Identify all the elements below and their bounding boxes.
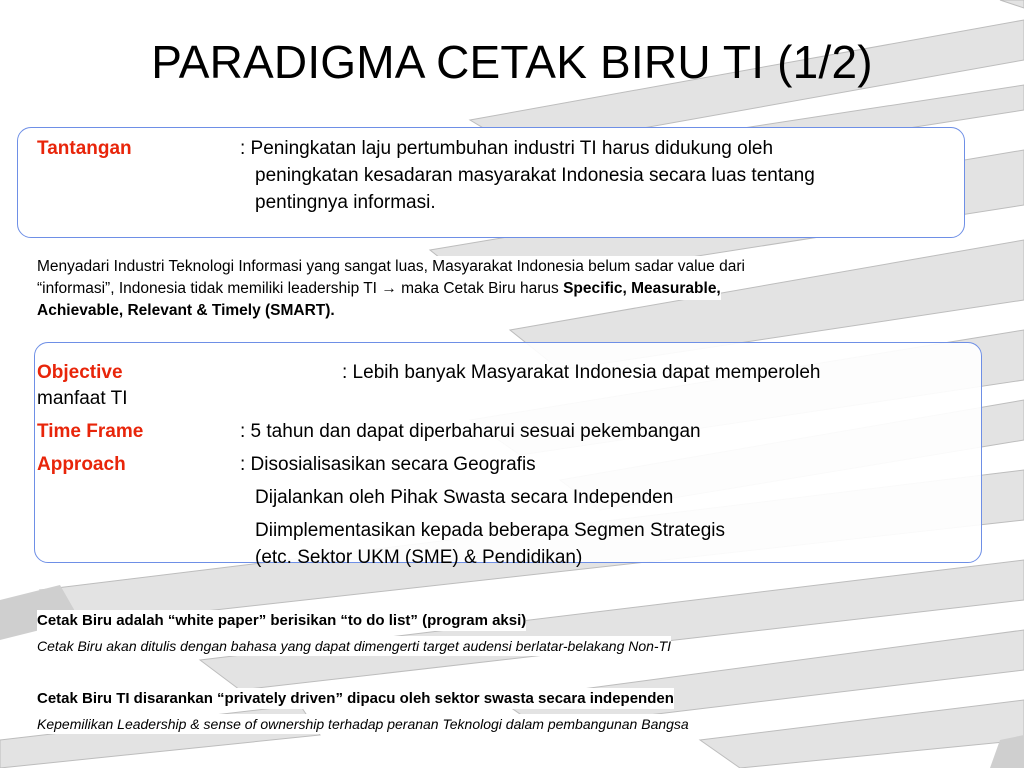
time-frame-label: Time Frame: [37, 421, 144, 442]
paragraph-line2-bold: Specific, Measurable,: [563, 280, 721, 297]
note-1-sub: Cetak Biru akan ditulis dengan bahasa yang dapat dimengerti target audensi berlatar-belakang Non-TI: [37, 638, 672, 654]
objective-line2: manfaat TI: [37, 388, 128, 409]
paragraph-line2: [37, 278, 721, 300]
approach-line3: Diimplementasikan kepada beberapa Segmen Strategis: [255, 520, 725, 541]
paragraph-line2-text: “informasi”, Indonesia tidak memiliki leadership TI: [37, 280, 377, 297]
tantangan-line2: peningkatan kesadaran masyarakat Indonesia secara luas tentang: [255, 165, 815, 186]
paragraph-line3-bold: Achievable, Relevant & Timely (SMART).: [37, 302, 335, 319]
paragraph-line3: [37, 300, 335, 322]
approach-line2: Dijalankan oleh Pihak Swasta secara Independen: [255, 487, 674, 508]
objective-label: Objective: [37, 362, 123, 383]
note-2-sub: Kepemilikan Leadership & sense of ownership terhadap peranan Teknologi dalam pembangunan Bangsa: [37, 716, 689, 732]
time-frame-text: : 5 tahun dan dapat diperbaharui sesuai pekembangan: [240, 421, 701, 442]
tantangan-line3: pentingnya informasi.: [255, 192, 436, 213]
note-1-heading: Cetak Biru adalah “white paper” berisikan “to do list” (program aksi): [37, 612, 527, 629]
paragraph-line2-post: maka Cetak Biru harus: [401, 280, 559, 297]
stripe: [700, 700, 1024, 768]
paragraph-line1: Menyadari Industri Teknologi Informasi yang sangat luas, Masyarakat Indonesia belum sadar value dari: [37, 256, 745, 278]
stripe: [1000, 0, 1024, 8]
approach-label: Approach: [37, 454, 126, 475]
tantangan-line1: : Peningkatan laju pertumbuhan industri TI harus didukung oleh: [240, 138, 774, 159]
slide-title: PARADIGMA CETAK BIRU TI (1/2): [151, 36, 873, 88]
right-arrow-icon: →: [381, 280, 397, 297]
tantangan-label: Tantangan: [37, 138, 132, 159]
objective-line1: : Lebih banyak Masyarakat Indonesia dapat memperoleh: [342, 362, 821, 383]
approach-line1: : Disosialisasikan secara Geografis: [240, 454, 536, 475]
approach-line4: (etc. Sektor UKM (SME) & Pendidikan): [255, 547, 583, 568]
note-2-heading: Cetak Biru TI disarankan “privately driven” dipacu oleh sektor swasta secara independen: [37, 690, 674, 707]
